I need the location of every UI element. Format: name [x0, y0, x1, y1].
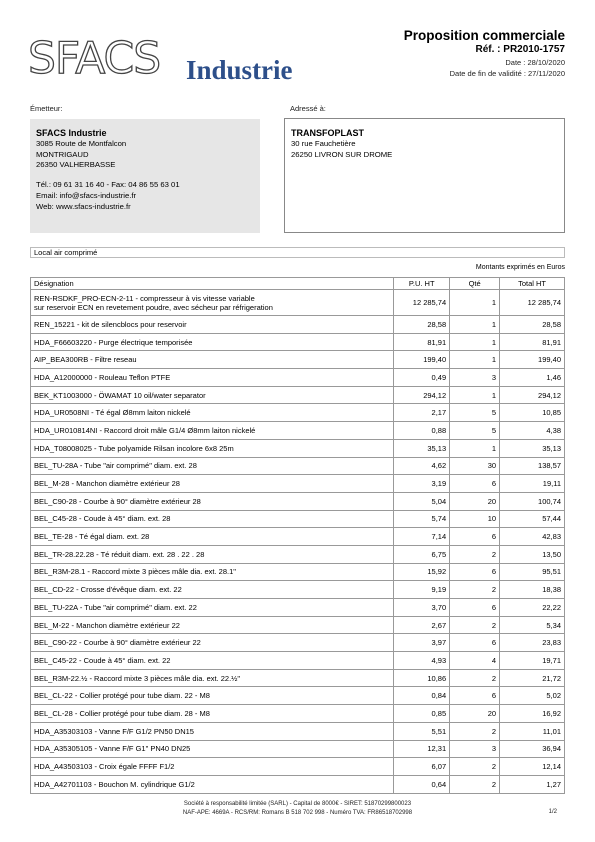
designation-line: HDA_UR010814NI - Raccord droit mâle G1/4 Ø8mm laiton nickelé — [34, 425, 256, 435]
items-table — [30, 277, 565, 794]
cell-total: 12,14 — [500, 758, 565, 776]
designation-line: BEL_CL-28 - Collier protégé pour tube diam. 28 - M8 — [34, 708, 210, 718]
cell-designation — [31, 492, 394, 510]
designation-line: HDA_UR0508NI - Té égal Ø8mm laiton nickelé — [34, 408, 191, 418]
cell-total: 11,01 — [500, 722, 565, 740]
table-header-row — [31, 278, 565, 290]
cell-total: 16,92 — [500, 705, 565, 723]
cell-qty: 10 — [450, 510, 500, 528]
table-row — [31, 316, 565, 334]
page-number: 1/2 — [548, 809, 557, 815]
cell-total: 12 285,74 — [500, 290, 565, 316]
cell-qty: 6 — [450, 563, 500, 581]
designation-line: BEK_KT1003000 - ÖWAMAT 10 oil/water separator — [34, 390, 206, 400]
cell-designation — [31, 386, 394, 404]
cell-total: 5,34 — [500, 616, 565, 634]
sender-phone: Tél.: 09 61 31 16 40 - Fax: 04 86 55 63 01 — [36, 180, 180, 190]
designation-line: BEL_CL-22 - Collier protégé pour tube diam. 22 - M8 — [34, 691, 210, 701]
designation-line: REN_15221 - kit de silencblocs pour reservoir — [34, 319, 187, 329]
cell-designation — [31, 475, 394, 493]
cell-unit-price: 15,92 — [394, 563, 450, 581]
cell-unit-price: 2,67 — [394, 616, 450, 634]
cell-unit-price: 5,74 — [394, 510, 450, 528]
cell-unit-price: 28,58 — [394, 316, 450, 334]
footer-legal-line: NAF-APE: 4669A - RCS/RM: Romans B 518 702 998 - Numéro TVA: FR86518702998 — [182, 810, 413, 816]
cell-total: 36,94 — [500, 740, 565, 758]
document-date: Date : 28/10/2020 — [505, 58, 565, 67]
table-row — [31, 705, 565, 723]
cell-qty: 3 — [450, 369, 500, 387]
document-title: Proposition commerciale — [403, 28, 565, 43]
document-reference: Réf. : PR2010-1757 — [475, 44, 565, 55]
cell-qty: 1 — [450, 333, 500, 351]
designation-line: HDA_A12000000 - Rouleau Teflon PTFE — [34, 372, 171, 382]
cell-unit-price: 6,07 — [394, 758, 450, 776]
table-row — [31, 740, 565, 758]
cell-designation — [31, 316, 394, 334]
cell-total: 13,50 — [500, 545, 565, 563]
sender-email: Email: info@sfacs-industrie.fr — [36, 190, 137, 200]
cell-designation — [31, 369, 394, 387]
designation-line: BEL_TR-28.22.28 - Té réduit diam. ext. 28 . 22 . 28 — [34, 549, 205, 559]
cell-unit-price: 0,84 — [394, 687, 450, 705]
cell-qty: 2 — [450, 545, 500, 563]
footer — [0, 800, 595, 818]
cell-unit-price: 199,40 — [394, 351, 450, 369]
cell-total: 23,83 — [500, 634, 565, 652]
designation-line: BEL_C45-22 - Coude à 45° diam. ext. 22 — [34, 655, 171, 665]
cell-qty: 1 — [450, 351, 500, 369]
header-unit-price: P.U. HT — [394, 278, 450, 290]
table-row — [31, 475, 565, 493]
table-row — [31, 439, 565, 457]
cell-total: 138,57 — [500, 457, 565, 475]
cell-qty: 2 — [450, 775, 500, 793]
table-row — [31, 634, 565, 652]
validity-date: Date de fin de validité : 27/11/2020 — [449, 69, 565, 78]
cell-designation — [31, 581, 394, 599]
designation-line: BEL_TU-28A - Tube "air comprimé" diam. ext. 28 — [34, 461, 197, 471]
cell-total: 19,11 — [500, 475, 565, 493]
table-row — [31, 528, 565, 546]
cell-total: 28,58 — [500, 316, 565, 334]
cell-total: 19,71 — [500, 652, 565, 670]
recipient-address-line: 30 rue Fauchetière — [291, 139, 356, 148]
table-row — [31, 581, 565, 599]
sender-address-line: MONTRIGAUD — [36, 149, 89, 159]
cell-designation — [31, 545, 394, 563]
designation-line: AIP_BEA300RB - Filtre reseau — [34, 355, 137, 365]
cell-unit-price: 4,62 — [394, 457, 450, 475]
cell-designation — [31, 404, 394, 422]
designation-line: REN-RSDKF_PRO-ECN-2-11 - compresseur à vis vitesse variable — [34, 293, 255, 303]
cell-designation — [31, 616, 394, 634]
designation-line: HDA_F66603220 - Purge électrique temporisée — [34, 337, 193, 347]
table-row — [31, 492, 565, 510]
cell-total: 294,12 — [500, 386, 565, 404]
cell-qty: 2 — [450, 581, 500, 599]
cell-designation — [31, 740, 394, 758]
header-total: Total HT — [500, 278, 565, 290]
designation-line: BEL_C90-28 - Courbe à 90° diamètre extérieur 28 — [34, 496, 201, 506]
cell-total: 10,85 — [500, 404, 565, 422]
cell-total: 18,38 — [500, 581, 565, 599]
cell-qty: 2 — [450, 669, 500, 687]
designation-line: HDA_A43503103 - Croix égale FFFF F1/2 — [34, 762, 175, 772]
cell-unit-price: 12 285,74 — [394, 290, 450, 316]
cell-total: 22,22 — [500, 599, 565, 617]
cell-qty: 5 — [450, 404, 500, 422]
cell-unit-price: 3,19 — [394, 475, 450, 493]
cell-unit-price: 12,31 — [394, 740, 450, 758]
cell-unit-price: 3,97 — [394, 634, 450, 652]
cell-designation — [31, 528, 394, 546]
cell-qty: 1 — [450, 316, 500, 334]
table-row — [31, 422, 565, 440]
cell-qty: 20 — [450, 492, 500, 510]
recipient-name: TRANSFOPLAST — [291, 128, 364, 138]
cell-total: 57,44 — [500, 510, 565, 528]
company-logo — [28, 33, 318, 93]
table-row — [31, 386, 565, 404]
designation-line: BEL_C90-22 - Courbe à 90° diamètre extérieur 22 — [34, 638, 201, 648]
recipient-label: Adressé à: — [290, 104, 326, 113]
logo-brand: SFACS — [28, 33, 161, 84]
cell-designation — [31, 687, 394, 705]
section-title: Local air comprimé — [30, 247, 565, 258]
cell-total: 21,72 — [500, 669, 565, 687]
sender-address-line: 3085 Route de Montfalcon — [36, 139, 127, 148]
cell-designation — [31, 775, 394, 793]
cell-total: 95,51 — [500, 563, 565, 581]
sender-name: SFACS Industrie — [36, 128, 107, 138]
designation-line: HDA_A35303103 - Vanne F/F G1/2 PN50 DN15 — [34, 726, 194, 736]
table-row — [31, 687, 565, 705]
designation-line: BEL_M-22 - Manchon diamètre extérieur 22 — [34, 620, 180, 630]
cell-total: 81,91 — [500, 333, 565, 351]
cell-qty: 5 — [450, 422, 500, 440]
table-row — [31, 758, 565, 776]
table-row — [31, 722, 565, 740]
cell-qty: 1 — [450, 439, 500, 457]
designation-line: BEL_CD-22 - Crosse d'évêque diam. ext. 22 — [34, 585, 182, 595]
cell-designation — [31, 669, 394, 687]
table-row — [31, 369, 565, 387]
table-row — [31, 652, 565, 670]
cell-designation — [31, 422, 394, 440]
cell-unit-price: 2,17 — [394, 404, 450, 422]
recipient-box — [284, 118, 565, 233]
cell-total: 5,02 — [500, 687, 565, 705]
cell-qty: 30 — [450, 457, 500, 475]
cell-unit-price: 35,13 — [394, 439, 450, 457]
designation-line: BEL_C45-28 - Coude à 45° diam. ext. 28 — [34, 514, 171, 524]
cell-designation — [31, 705, 394, 723]
table-row — [31, 457, 565, 475]
cell-qty: 1 — [450, 386, 500, 404]
cell-unit-price: 5,51 — [394, 722, 450, 740]
cell-unit-price: 0,85 — [394, 705, 450, 723]
cell-designation — [31, 563, 394, 581]
cell-total: 4,38 — [500, 422, 565, 440]
cell-qty: 2 — [450, 616, 500, 634]
designation-line: HDA_A42701103 - Bouchon M. cylindrique G1/2 — [34, 779, 195, 789]
cell-qty: 6 — [450, 634, 500, 652]
designation-line: BEL_TE-28 - Té égal diam. ext. 28 — [34, 532, 150, 542]
designation-line: BEL_M-28 - Manchon diamètre extérieur 28 — [34, 479, 180, 489]
cell-designation — [31, 599, 394, 617]
table-row — [31, 545, 565, 563]
cell-qty: 4 — [450, 652, 500, 670]
cell-qty: 6 — [450, 475, 500, 493]
cell-unit-price: 4,93 — [394, 652, 450, 670]
cell-qty: 20 — [450, 705, 500, 723]
currency-note: Montants exprimés en Euros — [475, 264, 565, 271]
table-row — [31, 563, 565, 581]
sender-box — [30, 119, 260, 233]
designation-line: BEL_TU-22A - Tube "air comprimé" diam. ext. 22 — [34, 602, 197, 612]
cell-unit-price: 0,64 — [394, 775, 450, 793]
logo-suffix: Industrie — [186, 55, 293, 85]
cell-designation — [31, 652, 394, 670]
cell-total: 100,74 — [500, 492, 565, 510]
cell-unit-price: 0,88 — [394, 422, 450, 440]
cell-qty: 6 — [450, 687, 500, 705]
cell-total: 35,13 — [500, 439, 565, 457]
cell-unit-price: 5,04 — [394, 492, 450, 510]
designation-line: BEL_R3M-28.1 - Raccord mixte 3 pièces mâle dia. ext. 28.1" — [34, 567, 236, 577]
cell-qty: 6 — [450, 528, 500, 546]
cell-unit-price: 6,75 — [394, 545, 450, 563]
cell-designation — [31, 510, 394, 528]
cell-total: 42,83 — [500, 528, 565, 546]
sender-label: Émetteur: — [30, 104, 63, 113]
designation-line: HDA_T08008025 - Tube polyamide Rilsan incolore 6x8 25m — [34, 443, 234, 453]
table-row — [31, 404, 565, 422]
cell-unit-price: 81,91 — [394, 333, 450, 351]
footer-legal-line: Société à responsabilité limitée (SARL) - Capital de 8000€ - SIRET: 51870299800023 — [183, 801, 412, 807]
header-qty: Qté — [450, 278, 500, 290]
table-row — [31, 510, 565, 528]
cell-total: 1,46 — [500, 369, 565, 387]
cell-total: 199,40 — [500, 351, 565, 369]
cell-unit-price: 294,12 — [394, 386, 450, 404]
designation-line: HDA_A35305105 - Vanne F/F G1" PN40 DN25 — [34, 744, 191, 754]
cell-designation — [31, 439, 394, 457]
table-row — [31, 351, 565, 369]
cell-designation — [31, 457, 394, 475]
table-row — [31, 669, 565, 687]
cell-total: 1,27 — [500, 775, 565, 793]
cell-qty: 2 — [450, 722, 500, 740]
cell-unit-price: 7,14 — [394, 528, 450, 546]
cell-designation — [31, 634, 394, 652]
designation-line: sur reservoir ECN en revetement poudre, avec sécheur par réfrigeration — [34, 303, 273, 312]
table-row — [31, 616, 565, 634]
table-row — [31, 775, 565, 793]
header-designation: Désignation — [31, 278, 394, 290]
cell-designation — [31, 290, 394, 316]
cell-qty: 6 — [450, 599, 500, 617]
cell-unit-price: 10,86 — [394, 669, 450, 687]
cell-unit-price: 0,49 — [394, 369, 450, 387]
cell-designation — [31, 758, 394, 776]
cell-qty: 3 — [450, 740, 500, 758]
cell-unit-price: 3,70 — [394, 599, 450, 617]
sender-address-line: 26350 VALHERBASSE — [36, 160, 116, 170]
cell-qty: 2 — [450, 758, 500, 776]
cell-designation — [31, 351, 394, 369]
sender-web: Web: www.sfacs-industrie.fr — [36, 201, 131, 211]
recipient-address-line: 26250 LIVRON SUR DROME — [291, 149, 393, 159]
designation-line: BEL_R3M-22.½ - Raccord mixte 3 pièces mâle dia. ext. 22.½" — [34, 673, 241, 683]
table-row — [31, 599, 565, 617]
cell-qty: 1 — [450, 290, 500, 316]
cell-designation — [31, 333, 394, 351]
cell-designation — [31, 722, 394, 740]
cell-unit-price: 9,19 — [394, 581, 450, 599]
table-row — [31, 290, 565, 316]
table-row — [31, 333, 565, 351]
